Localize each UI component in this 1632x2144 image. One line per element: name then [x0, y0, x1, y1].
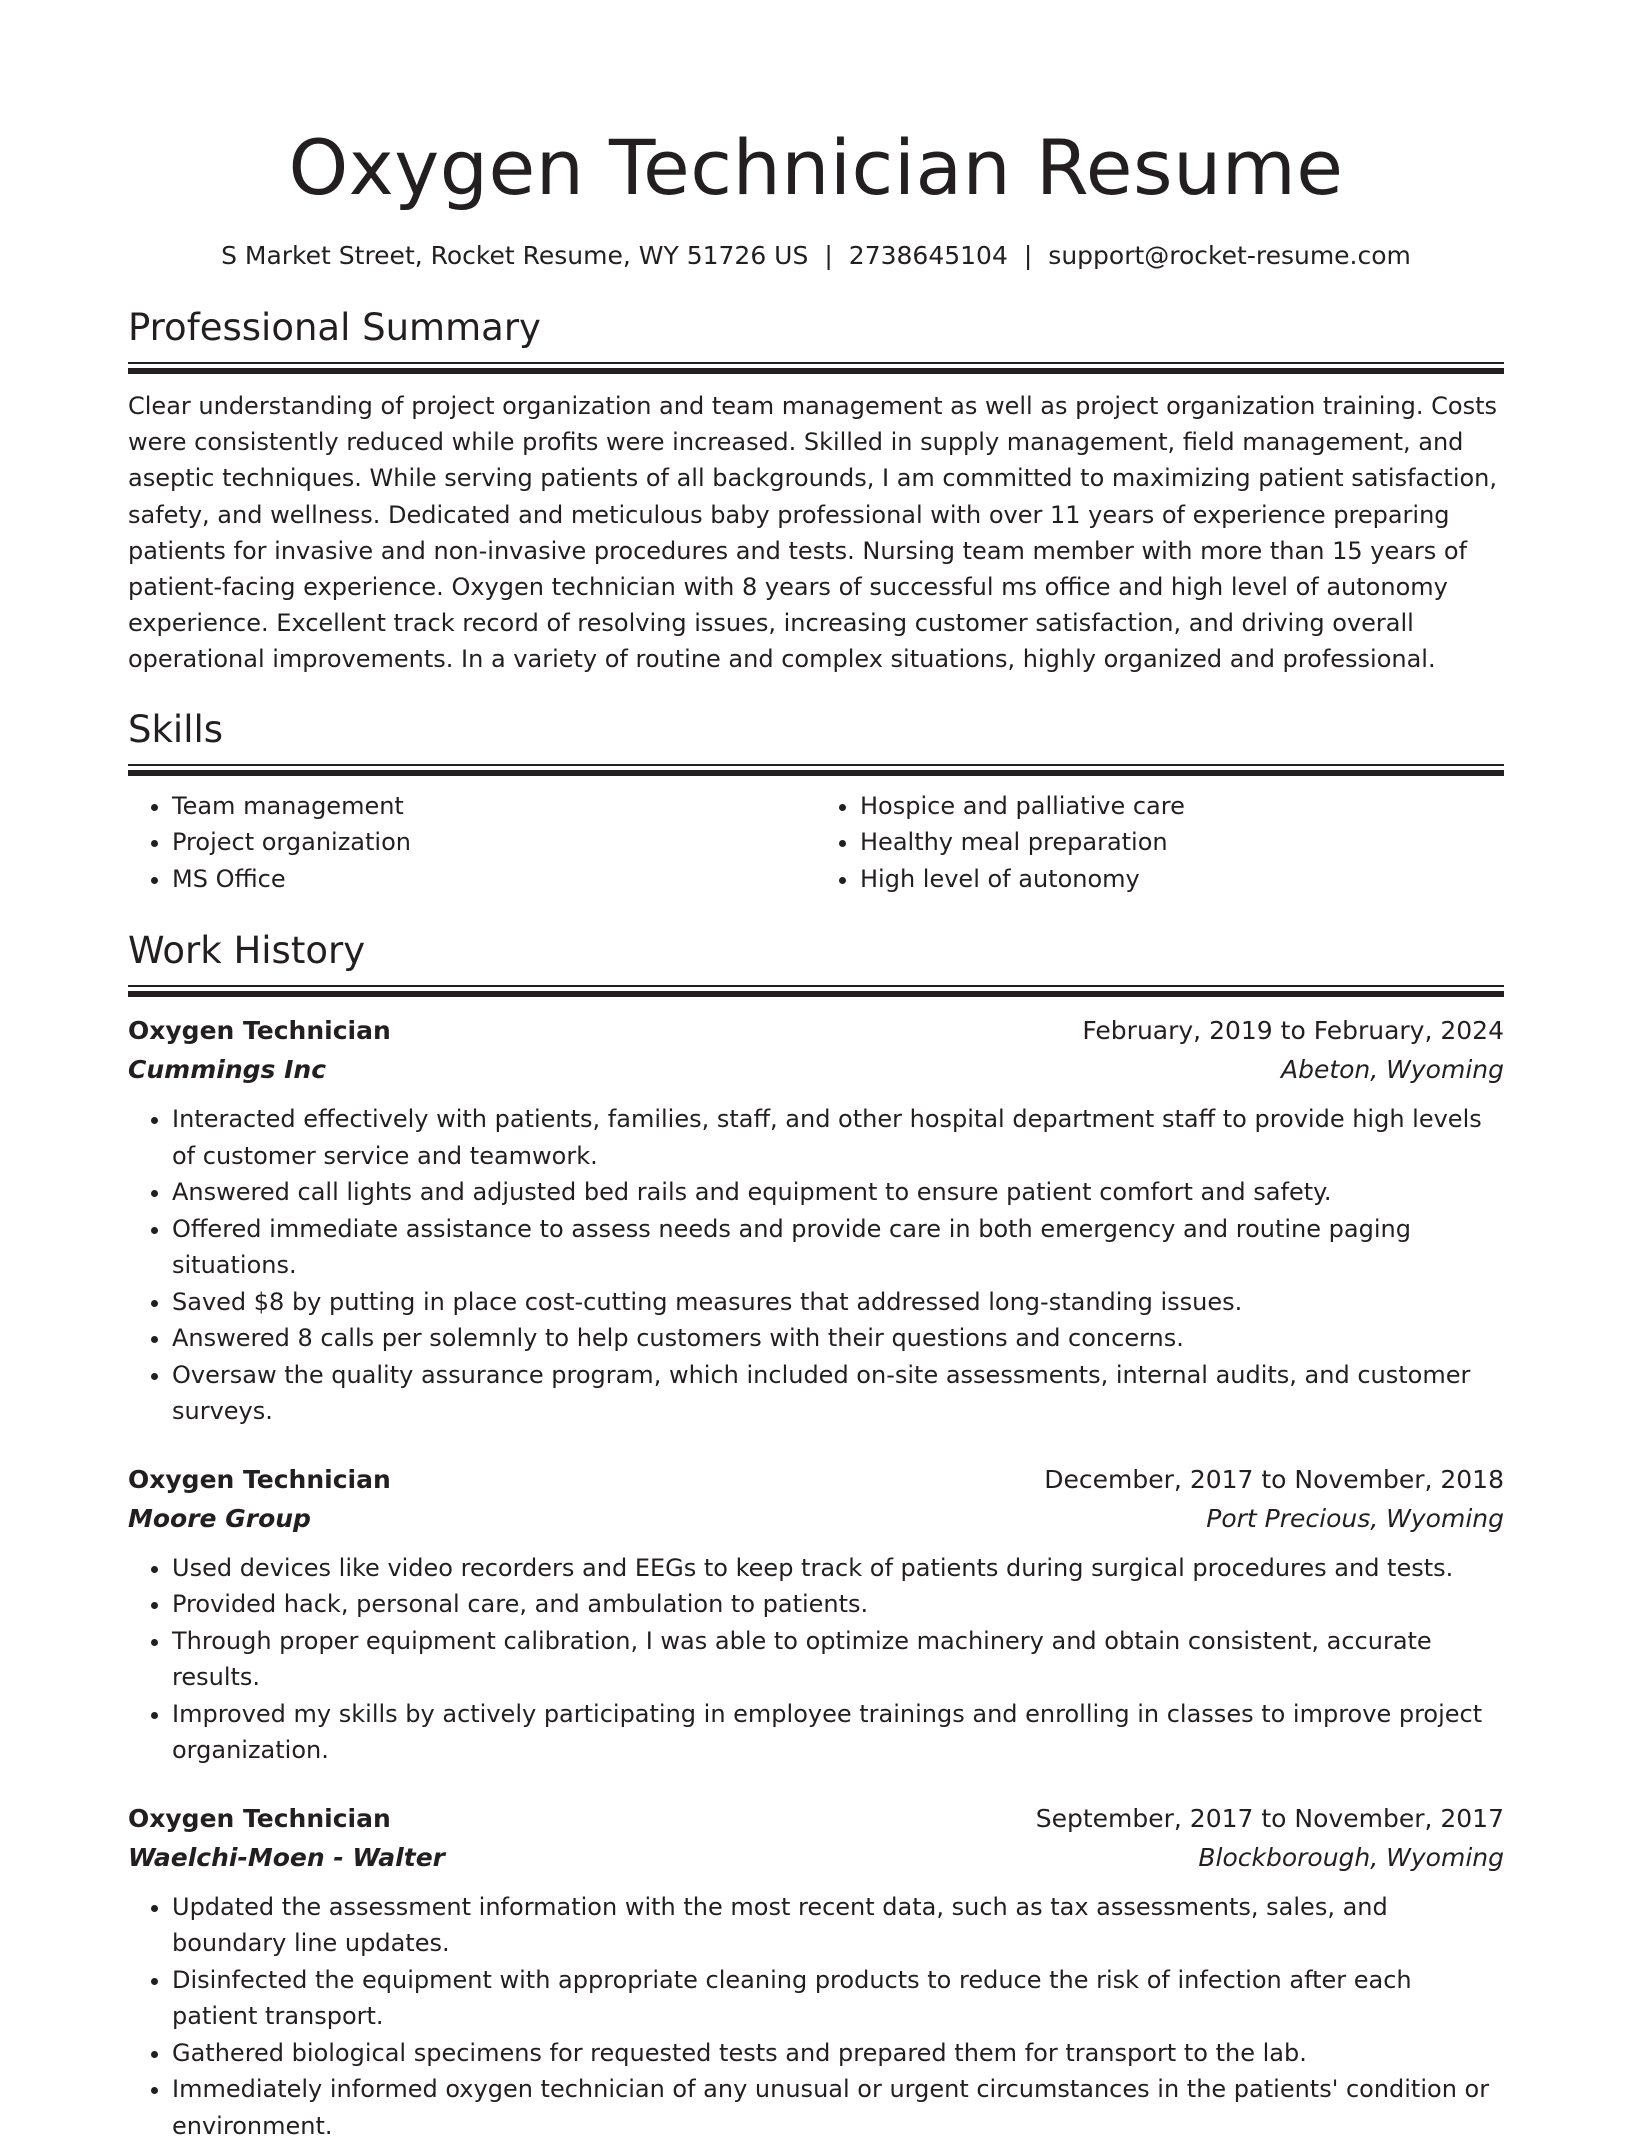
job-title: Oxygen Technician — [128, 1016, 391, 1046]
job-entry — [128, 1460, 1504, 1769]
skill-item: • MS Office — [172, 861, 816, 898]
section-title-skills: Skills — [128, 707, 224, 751]
section-divider — [128, 985, 1504, 997]
job-header — [128, 1011, 1504, 1050]
skills-list — [128, 788, 1504, 898]
job-bullet: • Answered call lights and adjusted bed rails and equipment to ensure patient comfort and safety. — [172, 1174, 1504, 1211]
job-bullet: • Improved my skills by actively participating in employee trainings and enrolling in classes to improve project organization. — [172, 1696, 1504, 1769]
job-bullet: • Immediately informed oxygen technician of any unusual or urgent circumstances in the patients' condition or environment. — [172, 2071, 1504, 2144]
skill-item: • Healthy meal preparation — [860, 824, 1504, 861]
job-bullet: • Oversaw the quality assurance program, which included on-site assessments, internal audits, and customer surveys. — [172, 1357, 1504, 1430]
job-subheader — [128, 1499, 1504, 1538]
job-dates: December, 2017 to November, 2018 — [1044, 1464, 1504, 1494]
section-divider — [128, 362, 1504, 374]
job-header — [128, 1799, 1504, 1838]
job-entry — [128, 1011, 1504, 1430]
job-location: Port Precious, Wyoming — [1206, 1503, 1504, 1533]
job-bullet: • Offered immediate assistance to assess needs and provide care in both emergency and routine paging situations. — [172, 1211, 1504, 1284]
section-title-summary: Professional Summary — [128, 306, 541, 349]
skill-item: • Hospice and palliative care — [860, 788, 1504, 825]
skills-column-right — [816, 788, 1504, 898]
summary-section — [128, 304, 1504, 678]
job-dates: February, 2019 to February, 2024 — [1082, 1016, 1504, 1046]
summary-text: Clear understanding of project organization and team management as well as project organization training. Costs were consistently reduced while profits were increased. Skilled in supply management, field management, and aseptic techniques. While serving patients of all backgrounds, I am committed to maximizing patient satisfaction, safety, and wellness. Dedicated and meticulous baby professional with over 11 years of experience preparing patients for invasive and non-invasive procedures and tests. Nursing team member with more than 15 years of patient-facing experience. Oxygen technician with 8 years of successful ms office and high level of autonomy experience. Excellent track record of resolving issues, increasing customer satisfaction, and driving overall operational improvements. In a variety of routine and complex situations, highly organized and professional. — [128, 392, 1498, 674]
job-bullet: • Through proper equipment calibration, I was able to optimize machinery and obtain consistent, accurate results. — [172, 1623, 1504, 1696]
job-location: Abeton, Wyoming — [1280, 1055, 1504, 1085]
section-divider — [128, 764, 1504, 776]
contact-separator: | — [824, 241, 833, 270]
resume-page — [128, 0, 1504, 2144]
job-bullet: • Used devices like video recorders and EEGs to keep track of patients during surgical procedures and tests. — [172, 1550, 1504, 1587]
job-title: Oxygen Technician — [128, 1803, 391, 1833]
section-title-work-history: Work History — [128, 929, 366, 973]
job-header — [128, 1460, 1504, 1499]
skills-column-left — [128, 788, 816, 898]
job-bullet: • Saved $8 by putting in place cost-cutting measures that addressed long-standing issues. — [172, 1284, 1504, 1321]
skill-item: • Team management — [172, 788, 816, 825]
job-bullets — [128, 1889, 1504, 2144]
job-bullet: • Answered 8 calls per solemnly to help customers with their questions and concerns. — [172, 1320, 1504, 1357]
job-company: Waelchi-Moen - Walter — [128, 1842, 445, 1872]
contact-address: S Market Street, Rocket Resume, WY 51726 US — [221, 241, 809, 270]
job-title: Oxygen Technician — [128, 1464, 391, 1494]
skill-item: • High level of autonomy — [860, 861, 1504, 898]
job-location: Blockborough, Wyoming — [1198, 1842, 1504, 1872]
job-company: Moore Group — [128, 1503, 311, 1533]
work-history-section — [128, 927, 1504, 2144]
job-bullets — [128, 1101, 1504, 1430]
skills-section — [128, 706, 1504, 898]
job-subheader — [128, 1050, 1504, 1089]
skill-item: • Project organization — [172, 824, 816, 861]
job-bullets — [128, 1550, 1504, 1769]
job-bullet: • Updated the assessment information with the most recent data, such as tax assessments, sales, and boundary line updates. — [172, 1889, 1504, 1962]
contact-line — [128, 238, 1504, 274]
job-bullet: • Interacted effectively with patients, families, staff, and other hospital department staff to provide high levels of customer service and teamwork. — [172, 1101, 1504, 1174]
contact-phone: 2738645104 — [848, 241, 1008, 270]
job-subheader — [128, 1838, 1504, 1877]
job-dates: September, 2017 to November, 2017 — [1035, 1803, 1504, 1833]
job-bullet: • Disinfected the equipment with appropriate cleaning products to reduce the risk of infection after each patient transport. — [172, 1962, 1504, 2035]
job-bullet: • Provided hack, personal care, and ambulation to patients. — [172, 1586, 1504, 1623]
job-bullet: • Gathered biological specimens for requested tests and prepared them for transport to the lab. — [172, 2035, 1504, 2072]
job-entry — [128, 1799, 1504, 2144]
job-company: Cummings Inc — [128, 1055, 327, 1085]
contact-email: support@rocket-resume.com — [1048, 241, 1411, 270]
contact-separator: | — [1023, 241, 1033, 270]
resume-title: Oxygen Technician Resume — [288, 123, 1344, 212]
